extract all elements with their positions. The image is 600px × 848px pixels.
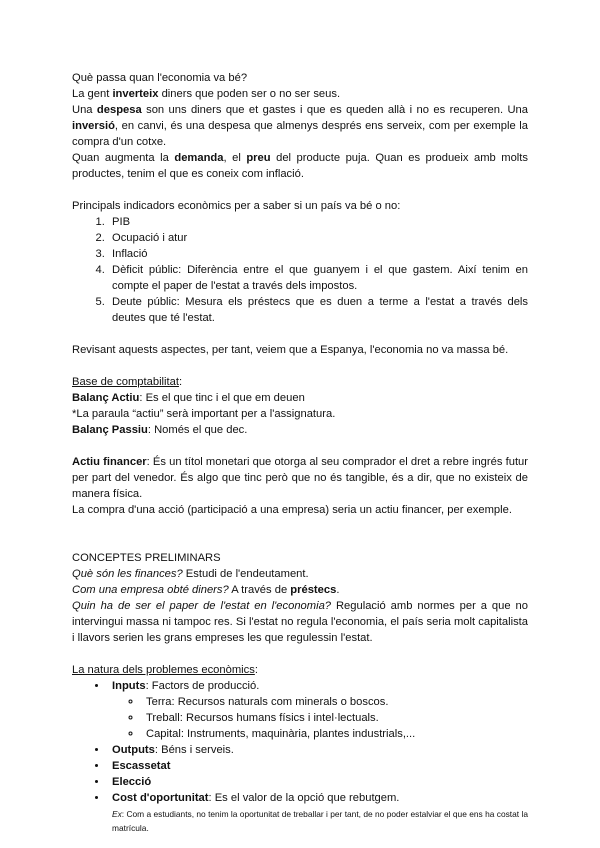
intro-paragraph-1: La gent inverteix diners que poden ser o no ser seus.	[72, 88, 341, 100]
intro-paragraph-3: Quan augmenta la demanda, el preu del producte puja. Quan es produeix amb molts productes, tenim el que es coneix com inflació.	[72, 152, 528, 180]
intro-paragraph-2: Una despesa son uns diners que et gastes i que es queden allà i no es recuperen. Una inversió, en canvi, és una despesa que almenys després ens serveix, com per exemple la compra d'un cotxe.	[72, 104, 528, 148]
intro-question: Què passa quan l'economia va bé?	[72, 72, 248, 84]
financial-asset-definition: Actiu financer: És un títol monetari que otorga al seu comprador el dret a rebre ingrés futur per part del venedor. És algo que tinc però que no és tangible, és a dir, que no existeix de manera física.	[72, 456, 528, 500]
concept-company-money: Com una empresa obté diners? A través de préstecs.	[72, 584, 340, 596]
balance-passiu: Balanç Passiu: Només el que dec.	[72, 424, 248, 436]
list-item: ◦ Treball: Recursos humans físics i intel·lectuals.	[142, 710, 528, 726]
conclusion: Revisant aquests aspectes, per tant, veiem que a Espanya, l'economia no va massa bé.	[72, 344, 509, 356]
list-item: 5. Deute públic: Mesura els préstecs que es duen a terme a l'estat a través dels deutes que té l'estat.	[108, 294, 528, 326]
list-item: 3. Inflació	[108, 246, 528, 262]
financial-asset-example: La compra d'una acció (participació a una empresa) seria un actiu financer, per exemple.	[72, 504, 512, 516]
document-page	[72, 70, 528, 835]
indicators-heading: Principals indicadors econòmics per a saber si un país va bé o no:	[72, 200, 401, 212]
list-item: ◦ Terra: Recursos naturals com minerals o boscos.	[142, 694, 528, 710]
concept-state-role: Quin ha de ser el paper de l'estat en l'economia? Regulació amb normes per a que no intervingui massa ni tampoc res. Si l'estat no regula l'economia, el país seria molt capitalista i llavors serien les grans empreses les que regulessin l'estat.	[72, 600, 528, 644]
concepts-heading: CONCEPTES PRELIMINARS	[72, 552, 221, 564]
list-item: 4. Dèficit públic: Diferència entre el que guanyem i el que gastem. Així tenim en compte el paper de l'estat a través dels impostos.	[108, 262, 528, 294]
balance-actiu: Balanç Actiu: Es el que tinc i el que em deuen	[72, 392, 305, 404]
list-item: • Cost d'oportunitat: Es el valor de la opció que rebutgem. Ex: Com a estudiants, no tenim la oportunitat de treballar i per tant, de no poder estalviar el que ens ha costat la matrícula.	[108, 790, 528, 835]
opportunity-cost-example: Ex: Com a estudiants, no tenim la oportunitat de treballar i per tant, de no poder estalviar el que ens ha costat la matrícula.	[112, 809, 528, 833]
list-item: • Inputs: Factors de producció. ◦ Terra: Recursos naturals com minerals o boscos. ◦ Treball: Recursos humans físics i intel·lectuals. ◦ Capital: Instruments, maquinària, plantes industrials,...	[108, 678, 528, 742]
list-item: 1. PIB	[108, 214, 528, 230]
list-item: • Escassetat	[108, 758, 528, 774]
list-item: • Outputs: Béns i serveis.	[108, 742, 528, 758]
indicators-list	[72, 214, 528, 326]
list-item: 2. Ocupació i atur	[108, 230, 528, 246]
accounting-heading: Base de comptabilitat:	[72, 376, 183, 388]
concept-finances: Què són les finances? Estudi de l'endeutament.	[72, 568, 309, 580]
actiu-note: *La paraula “actiu” serà important per a l'assignatura.	[72, 408, 336, 420]
nature-list	[72, 678, 528, 835]
nature-heading: La natura dels problemes econòmics:	[72, 664, 258, 676]
inputs-sublist	[112, 694, 528, 742]
list-item: • Elecció	[108, 774, 528, 790]
list-item: ◦ Capital: Instruments, maquinària, plantes industrials,...	[142, 726, 528, 742]
